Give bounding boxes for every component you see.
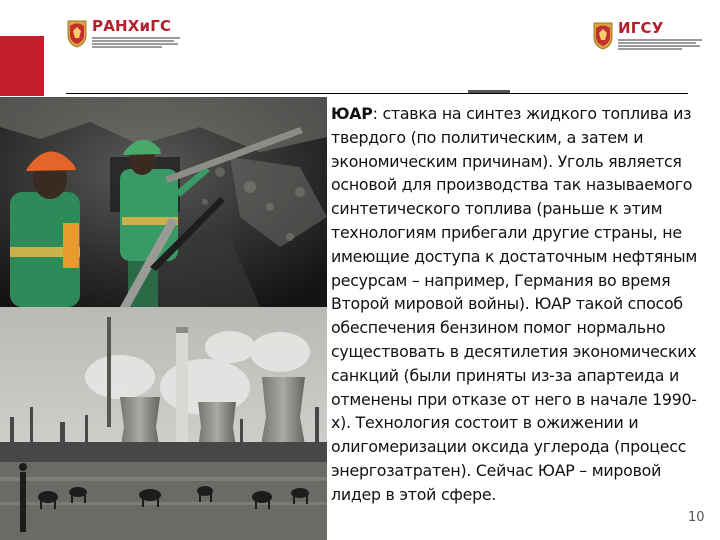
eagle-emblem-icon bbox=[592, 20, 614, 50]
logo-subtitle-lines bbox=[92, 36, 180, 48]
logo-subtitle-lines bbox=[618, 38, 702, 50]
synthetic-fuel-plant-photo bbox=[0, 307, 327, 540]
ranepa-logo bbox=[66, 18, 180, 48]
coal-miners-photo bbox=[0, 97, 327, 307]
igsu-logo-name: ИГСУ bbox=[618, 18, 664, 37]
header-divider-accent bbox=[468, 90, 510, 93]
accent-bar bbox=[0, 36, 44, 96]
main-paragraph bbox=[331, 102, 715, 507]
country-name: ЮАР bbox=[331, 104, 373, 123]
header-divider bbox=[66, 93, 688, 94]
paragraph-text: : ставка на синтез жидкого топлива из твердого (по политическим, а затем и экономическим причинам). Уголь является основой для производства так называемого синтетического топлива (раньше к этим технологиям прибегали другие страны, не имеющие доступа к достаточным нефтяным ресурсам – например, Германия во время Второй мировой войны). ЮАР такой способ обеспечения бензином помог нормально существовать в десятилетия экономических санкций (были приняты из-за апартеида и отменены при отказе от него в начале 1990-х). Технология состоит в ожижении и олигомеризации оксида углерода (процесс энергозатратен). Сейчас ЮАР – мировой лидер в этой сфере. bbox=[331, 104, 698, 504]
igsu-logo bbox=[592, 20, 702, 50]
page-number: 10 bbox=[688, 510, 705, 525]
ranepa-logo-name: РАНХиГС bbox=[92, 16, 172, 35]
eagle-emblem-icon bbox=[66, 18, 88, 48]
